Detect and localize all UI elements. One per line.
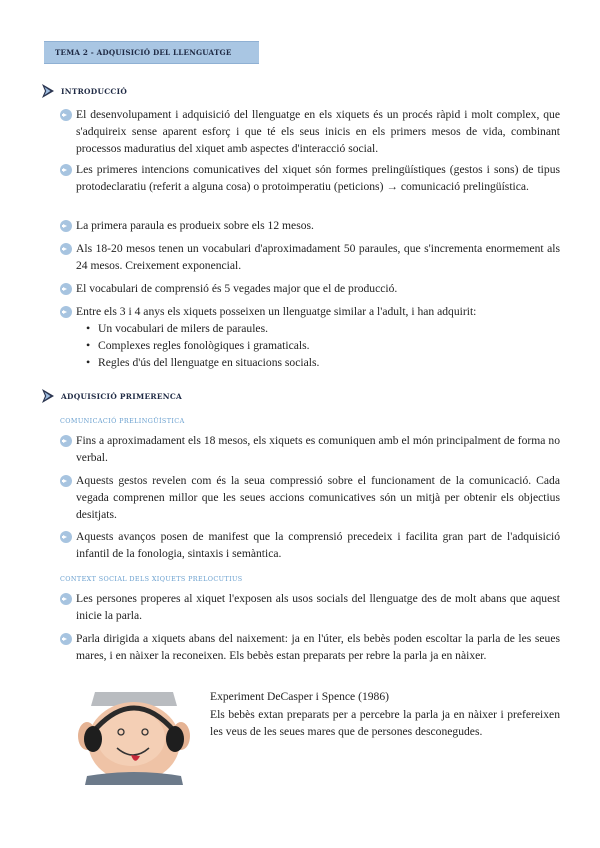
list-item: [60, 590, 560, 624]
experiment-text: Els bebès extan preparats per a percebre la parla ja en nàixer i prefereixen les veus de les seues mares que de persones desconegudes.: [210, 708, 560, 738]
sub-list-item: • Un vocabulari de milers de paraules.: [86, 320, 546, 337]
list-item: [60, 280, 560, 297]
list-item: [60, 106, 560, 157]
list-item-text: El vocabulari de comprensió és 5 vegades major que el de producció.: [76, 282, 398, 295]
pregnant-belly-headphones-image: [73, 692, 195, 785]
subsection-heading: COMUNICACIÓ PRELINGÜÍSTICA: [60, 417, 185, 425]
section-arrow-icon: [40, 388, 56, 404]
experiment-title: Experiment DeCasper i Spence (1986): [210, 690, 390, 703]
arrow-circle-icon: [60, 531, 72, 543]
list-item: [60, 630, 560, 664]
section-arrow-icon: [40, 83, 56, 99]
subsection-heading: CONTEXT SOCIAL DELS XIQUETS PRELOCUTIUS: [60, 575, 243, 583]
list-item: [60, 303, 560, 320]
arrow-circle-icon: [60, 243, 72, 255]
section-label: ADQUISICIÓ PRIMERENCA: [61, 391, 183, 401]
list-item: [60, 161, 560, 195]
arrow-circle-icon: [60, 475, 72, 487]
arrow-circle-icon: [60, 164, 72, 176]
list-item-text: La primera paraula es produeix sobre els 12 mesos.: [76, 219, 314, 232]
list-item: [60, 217, 560, 234]
arrow-circle-icon: [60, 109, 72, 121]
sub-list-item: • Regles d'ús del llenguatge en situacions socials.: [86, 354, 546, 371]
sub-list-item: • Complexes regles fonològiques i gramaticals.: [86, 337, 546, 354]
list-item-text: Fins a aproximadament els 18 mesos, els xiquets es comuniquen amb el món principalment de forma no verbal.: [76, 434, 560, 464]
section-label: INTRODUCCIÓ: [61, 86, 128, 96]
document-title: TEMA 2 - ADQUISICIÓ DEL LLENGUATGE: [44, 41, 259, 64]
section-heading-adquisicio-primerenca: [40, 388, 182, 404]
list-item: [60, 240, 560, 274]
section-heading-introduccio: [40, 83, 127, 99]
arrow-circle-icon: [60, 633, 72, 645]
list-item-text: Als 18-20 mesos tenen un vocabulari d'aproximadament 50 paraules, que s'incrementa enormement als 24 mesos. Creixement exponencial.: [76, 242, 560, 272]
list-item-text: Aquests avanços posen de manifest que la comprensió precedeix i facilita gran part de l'adquisició infantil de la fonologia, sintaxis i semàntica.: [76, 530, 560, 560]
list-item-text: Les persones properes al xiquet l'exposen als usos socials del llenguatge des de molt abans que aquest inicie la parla.: [76, 592, 560, 622]
list-item-text: Aquests gestos revelen com és la seua compressió sobre el funcionament de la comunicació. Cada vegada comprenen millor que les seues accions comunicatives són un mitjà per obtenir els objectius desitjats.: [76, 474, 560, 521]
arrow-circle-icon: [60, 283, 72, 295]
list-item-text: El desenvolupament i adquisició del llenguatge en els xiquets és un procés ràpid i molt complex, que s'adquireix sense aparent esforç i que té els seus inicis en els primers mesos de vida, combinant processos maduratius del xiquet amb aspectes d'interacció social.: [76, 108, 560, 155]
list-item: [60, 528, 560, 562]
list-item: [60, 472, 560, 523]
arrow-circle-icon: [60, 220, 72, 232]
arrow-circle-icon: [60, 593, 72, 605]
list-item-text: Les primeres intencions comunicatives del xiquet són formes prelingüístiques (gestos i sons) de tipus protodeclaratiu (referit a alguna cosa) o protoimperatiu (peticions) → comunicació prelingüística.: [76, 163, 560, 193]
list-item-text: Parla dirigida a xiquets abans del naixement: ja en l'úter, els bebès poden escoltar la parla de les seues mares, i en nàixer la reconeixen. Els bebès estan preparats per rebre la parla ja en nàixer.: [76, 632, 560, 662]
arrow-circle-icon: [60, 306, 72, 318]
sub-list: [86, 320, 546, 371]
list-item: [60, 432, 560, 466]
list-item-text: Entre els 3 i 4 anys els xiquets posseixen un llenguatge similar a l'adult, i han adquirit:: [76, 305, 477, 318]
arrow-circle-icon: [60, 435, 72, 447]
